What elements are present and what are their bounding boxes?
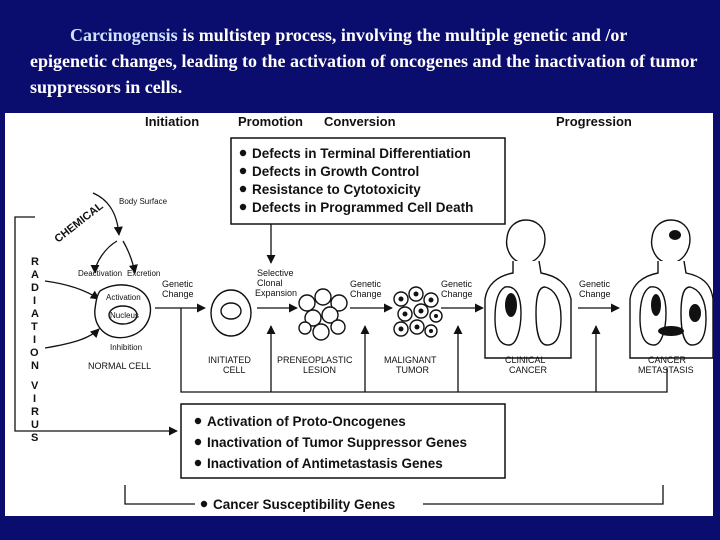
- svg-text:I: I: [33, 295, 37, 307]
- preneoplastic-label: PRENEOPLASTIC: [277, 355, 353, 365]
- diagram-panel: [5, 113, 713, 516]
- svg-text:D: D: [31, 282, 39, 294]
- svg-text:A: A: [31, 308, 39, 320]
- svg-text:Genetic: Genetic: [579, 279, 611, 289]
- cancer-metastasis-label: CANCER: [648, 355, 687, 365]
- selective-clonal-label: Selective: [257, 268, 294, 278]
- initiated-cell-label: INITIATED: [208, 355, 251, 365]
- cancer-metastasis-figure: [630, 220, 713, 358]
- body-surface-label: Body Surface: [119, 197, 168, 206]
- stage-initiation: Initiation: [145, 114, 200, 129]
- svg-text:Genetic: Genetic: [350, 279, 382, 289]
- svg-text:I: I: [33, 334, 37, 346]
- gene-item: Inactivation of Antimetastasis Genes: [207, 456, 443, 471]
- nucleus-label: Nucleus: [110, 311, 139, 320]
- inhibition-label: Inhibition: [110, 343, 143, 352]
- carcinogenesis-diagram: [5, 113, 713, 516]
- header-term: Carcinogensis: [70, 25, 178, 45]
- svg-text:Genetic: Genetic: [441, 279, 473, 289]
- defect-item: Defects in Terminal Differentiation: [252, 146, 471, 161]
- defect-item: Defects in Programmed Cell Death: [252, 200, 474, 215]
- svg-text:Change: Change: [441, 289, 473, 299]
- virus-label-V: V: [31, 380, 39, 392]
- activation-label: Activation: [106, 293, 141, 302]
- normal-cell-label: NORMAL CELL: [88, 361, 152, 371]
- radiation-label-R: R: [31, 256, 39, 268]
- susceptibility-label: Cancer Susceptibility Genes: [213, 497, 396, 512]
- svg-text:A: A: [31, 269, 39, 281]
- agent-to-genes-line: [15, 217, 177, 431]
- svg-text:Change: Change: [350, 289, 382, 299]
- susceptibility-bracket: [125, 485, 195, 504]
- svg-text:TUMOR: TUMOR: [396, 365, 429, 375]
- malignant-tumor: [394, 287, 442, 337]
- defect-item: Defects in Growth Control: [252, 164, 420, 179]
- gene-item: Activation of Proto-Oncogenes: [207, 414, 406, 429]
- chemical-label: CHEMICAL: [52, 200, 106, 246]
- stage-conversion: Conversion: [324, 114, 396, 129]
- header-text: is multistep process, involving the multiple genetic and /or epigenetic changes, leading to the activation of oncogenes and the inactivation of tumor suppressors in cells.: [30, 25, 698, 97]
- stage-progression: Progression: [556, 114, 632, 129]
- svg-text:LESION: LESION: [303, 365, 337, 375]
- svg-text:I: I: [33, 393, 37, 405]
- svg-text:Change: Change: [579, 289, 611, 299]
- svg-text:N: N: [31, 360, 39, 372]
- svg-text:Expansion: Expansion: [255, 288, 298, 298]
- preneoplastic-lesion: [299, 289, 347, 340]
- gene-item: Inactivation of Tumor Suppressor Genes: [207, 435, 468, 450]
- genetic-change-label: Genetic: [162, 279, 194, 289]
- excretion-label: Excretion: [127, 269, 161, 278]
- svg-text:R: R: [31, 406, 39, 418]
- defect-item: Resistance to Cytotoxicity: [252, 182, 421, 197]
- svg-text:METASTASIS: METASTASIS: [638, 365, 694, 375]
- slide-header: [30, 22, 700, 100]
- svg-text:T: T: [31, 321, 38, 333]
- gene-feedback-line: [181, 308, 667, 392]
- svg-text:U: U: [31, 419, 39, 431]
- svg-text:CANCER: CANCER: [509, 365, 548, 375]
- clinical-cancer-figure: [485, 220, 571, 358]
- svg-text:Clonal: Clonal: [257, 278, 283, 288]
- svg-text:Change: Change: [162, 289, 194, 299]
- svg-text:O: O: [30, 347, 39, 359]
- svg-text:S: S: [31, 432, 39, 444]
- clinical-cancer-label: CLINICAL: [505, 355, 546, 365]
- deactivation-label: Deactivation: [78, 269, 123, 278]
- malignant-tumor-label: MALIGNANT: [384, 355, 437, 365]
- svg-text:CELL: CELL: [223, 365, 246, 375]
- stage-promotion: Promotion: [238, 114, 303, 129]
